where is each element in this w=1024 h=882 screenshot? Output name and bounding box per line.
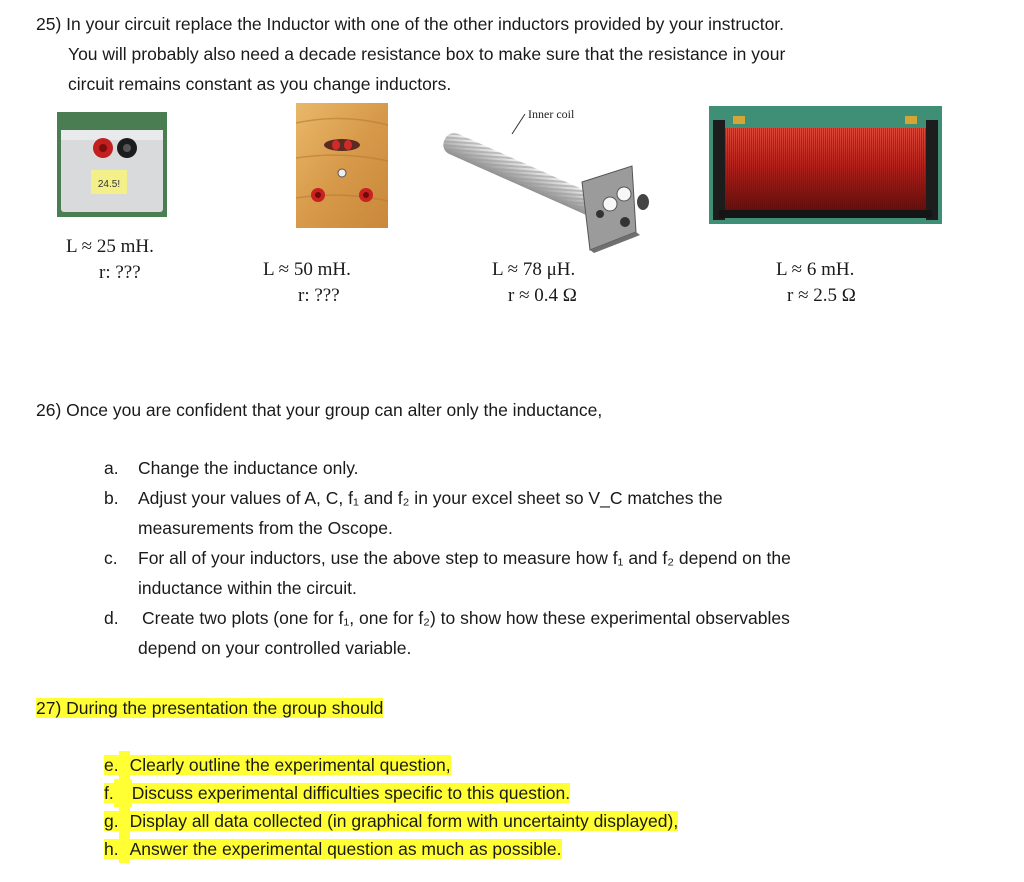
q27-marker-g: g.: [104, 811, 119, 831]
q27-item-e: [104, 751, 451, 779]
inductor-2-r: r: ???: [298, 285, 340, 306]
handwritten-note: 24.5!: [97, 179, 121, 190]
q27-marker-h: h.: [104, 839, 119, 859]
q27-intro: [36, 693, 383, 723]
inductor-3-r: r ≈ 0.4 Ω: [508, 285, 577, 306]
q25-line-1: 25) In your circuit replace the Inductor with one of the other inductors provided by your instructor.: [36, 14, 785, 34]
q26-item-c-line-2: inductance within the circuit.: [138, 578, 357, 598]
inductor-4-r: r ≈ 2.5 Ω: [787, 285, 856, 306]
q26-item-d-line-1: Create two plots (one for f₁, one for f₂) to show how these experimental observables: [142, 608, 790, 628]
q26-marker-d: d.: [104, 608, 119, 628]
inductor-3-L: L ≈ 78 μH.: [492, 259, 576, 280]
q27-item-h: [104, 835, 562, 863]
photo-inductor-25mh: [57, 112, 167, 217]
q27-text-f: Discuss experimental difficulties specific to this question.: [131, 783, 571, 803]
q25-line-2: You will probably also need a decade resistance box to make sure that the resistance in your: [68, 44, 786, 64]
q26-marker-a: a.: [104, 458, 119, 478]
q27-marker-e: e.: [104, 755, 119, 775]
q26-marker-b: b.: [104, 488, 119, 508]
q26-item-b-line-1: Adjust your values of A, C, f₁ and f₂ in your excel sheet so V_C matches the: [138, 488, 723, 508]
q27-text-h: Answer the experimental question as much as possible.: [129, 839, 562, 859]
q27-text-g: Display all data collected (in graphical form with uncertainty displayed),: [129, 811, 679, 831]
q25-line-3: circuit remains constant as you change inductors.: [68, 74, 452, 94]
q26-intro: 26) Once you are confident that your group can alter only the inductance,: [36, 400, 603, 420]
q27-text-e: Clearly outline the experimental question,: [129, 755, 451, 775]
q27-item-g: [104, 807, 678, 835]
q27-marker-f: f.: [104, 783, 114, 803]
q26-item-d-line-2: depend on your controlled variable.: [138, 638, 412, 658]
inductor-1-r: r: ???: [99, 262, 141, 283]
inductor-2-L: L ≈ 50 mH.: [263, 259, 351, 280]
photo-inductor-6mh: [709, 106, 942, 224]
q26-item-a: Change the inductance only.: [138, 458, 359, 478]
q26-item-c-line-1: For all of your inductors, use the above step to measure how f₁ and f₂ depend on the: [138, 548, 791, 568]
drawing-inner-coil: [440, 104, 660, 254]
inductor-4-L: L ≈ 6 mH.: [776, 259, 855, 280]
inductor-1-L: L ≈ 25 mH.: [66, 236, 154, 257]
photo-inductor-50mh: [296, 103, 388, 228]
q27-item-f: [104, 779, 570, 807]
q27-intro-text: 27) During the presentation the group should: [36, 698, 384, 718]
q26-item-b-line-2: measurements from the Oscope.: [138, 518, 393, 538]
inner-coil-callout: Inner coil: [528, 107, 575, 121]
q26-marker-c: c.: [104, 548, 118, 568]
